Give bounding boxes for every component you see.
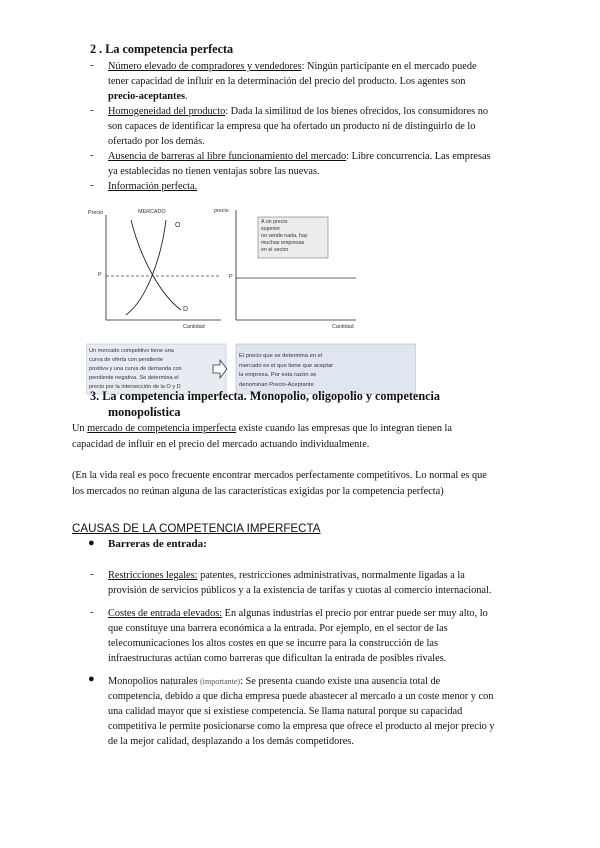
caption-left-line: pendiente negativa. Se determina el (89, 375, 179, 381)
item-1-line-1 (108, 59, 528, 74)
left-price-label: P (98, 272, 102, 278)
callout-line: en el sector (261, 247, 289, 253)
section-2-title: 2 . La competencia perfecta (90, 42, 234, 56)
caption-right (239, 352, 414, 390)
right-price-label: P (229, 274, 233, 280)
bullet-icon: ● (88, 673, 95, 685)
dash-bullet: - (90, 180, 94, 191)
natural-line-4: competitiva le permite posicionarse como la empresa que ofrece el producto al mejor precio y (108, 721, 495, 732)
costs-line-4: infraestructuras actúan como barreras que dificultan la entrada de posibles rivales. (108, 653, 447, 664)
caption-left-line: positiva y una curva de demanda con (89, 366, 182, 372)
supply-label: O (175, 222, 181, 229)
section-3-title-line-2: monopolística (108, 405, 181, 419)
section-3-title-line-1: 3. La competencia imperfecta. Monopolio, oligopolio y competencia (90, 389, 440, 403)
natural-line-5: de la mejor calidad, desplazando a los demás competidores. (108, 736, 354, 747)
item-4-lead: Información perfecta. (108, 181, 198, 192)
costs-lead: Costes de entrada elevados: (108, 608, 223, 619)
dash-bullet: - (90, 105, 94, 116)
costs-line-2: que constituye una barrera económica a la entrada. Por ejemplo, en el sector de las (108, 623, 448, 634)
legal-line-1 (108, 568, 528, 583)
supply-curve (126, 220, 166, 315)
right-y-label: precio (214, 208, 229, 214)
item-3-text: : Libre concurrencia. Las empresas (346, 151, 491, 162)
p1-pre: Un (72, 423, 88, 434)
item-2-line-2: son capaces de identificar la empresa que ha ofertado un producto ni de distinguirlo de lo (108, 121, 476, 132)
legal-line-2: provisión de servicios públicos y a la existencia de tarifas y cuotas al comercio internacional. (108, 585, 492, 596)
costs-text: En algunas industrias el precio por entrar puede ser muy alto, lo (222, 608, 488, 619)
item-2-text: : Dada la similitud de los bienes ofrecidos, los consumidores no (225, 106, 489, 117)
price-takers-term: precio-aceptantes (108, 91, 186, 102)
natural-note: (importante) (200, 677, 241, 686)
item-2-line-3: ofertado por los demás. (108, 136, 205, 147)
dash-bullet: - (90, 607, 94, 618)
item-2-lead: Homogeneidad del producto (108, 106, 226, 117)
left-y-label: Precio (88, 210, 104, 216)
left-title: MERCADO (138, 209, 166, 215)
caption-left-line: curva de oferta con pendiente (89, 357, 164, 363)
imperfect-market-term: mercado de competencia imperfecta (87, 423, 237, 434)
item-3-line-1 (108, 149, 528, 164)
natural-line-2: competencia, debido a que dicha empresa puede abastecer al mercado a un coste menor y con (108, 691, 494, 702)
caption-left (89, 347, 224, 392)
p1-rest: existe cuando las empresas que lo integran tienen la (236, 423, 452, 434)
caption-left-line: precio por la intersección de la O y D (89, 384, 181, 390)
item-3-lead: Ausencia de barreras al libre funcionamiento del mercado (108, 151, 347, 162)
caption-right-line: El precio que se determina en el (239, 353, 323, 359)
callout-line: no vende nada, hay (261, 233, 308, 239)
costs-line-3: telecomunicaciones los altos costes en que se incurre para la construcción de las (108, 638, 438, 649)
callout-text (261, 219, 308, 254)
caption-left-line: Un mercado competitivo tiene una (89, 348, 174, 354)
bullet-icon: ● (88, 537, 95, 549)
dash-bullet: - (90, 569, 94, 580)
item-1-lead: Número elevado de compradores y vendedores (108, 61, 302, 72)
legal-text: patentes, restricciones administrativas, normalmente ligadas a la (197, 570, 465, 581)
callout-line: muchas empresas (261, 240, 305, 246)
left-x-label: Cantidad (183, 324, 205, 330)
market-figure (86, 200, 416, 400)
item-1-line-3 (108, 89, 528, 104)
natural-line-1 (108, 674, 528, 689)
item-1-line-2: tener capacidad de influir en la determinación del precio del producto. Los agentes son (108, 76, 466, 87)
natural-text: : Se presenta cuando existe una ausencia total de (240, 676, 441, 687)
right-x-label: Cantidad (332, 324, 354, 330)
callout-line: A un precio (261, 219, 288, 225)
dash-bullet: - (90, 60, 94, 71)
section-3-para-2-line-2: los mercados no reúnan alguna de las características exigidas por la competencia perfecta) (72, 486, 444, 497)
item-4-line-1 (108, 179, 528, 194)
callout-line: superior (261, 226, 281, 232)
costs-line-1 (108, 606, 528, 621)
item-1-period: . (185, 91, 188, 102)
demand-label: D (183, 306, 189, 313)
item-3-line-2: ya establecidas no tienen ventajas sobre las nuevas. (108, 166, 320, 177)
item-1-text: : Ningún participante en el mercado puede (301, 61, 477, 72)
causes-heading: CAUSAS DE LA COMPETENCIA IMPERFECTA (72, 522, 321, 535)
caption-right-line: denominan Precio-Aceptante (239, 381, 314, 388)
dash-bullet: - (90, 150, 94, 161)
barriers-title: Barreras de entrada: (108, 538, 207, 550)
section-3-para-2-line-1: (En la vida real es poco frecuente encontrar mercados perfectamente competitivos. Lo normal es que (72, 470, 487, 481)
natural-lead: Monopolios naturales (108, 676, 198, 687)
legal-lead: Restricciones legales: (108, 570, 198, 581)
caption-right-line: la empresa. Por esta razón se (239, 372, 317, 378)
natural-line-3: una calidad mayor que si existiese competencia. Se llama natural porque su capacidad (108, 706, 463, 717)
caption-right-line: mercado es el que tiene que aceptar (239, 362, 334, 369)
section-3-para-1-line-2: capacidad de influir en el precio del mercado actuando individualmente. (72, 439, 370, 450)
item-2-line-1 (108, 104, 528, 119)
section-3-para-1-line-1 (72, 421, 532, 436)
